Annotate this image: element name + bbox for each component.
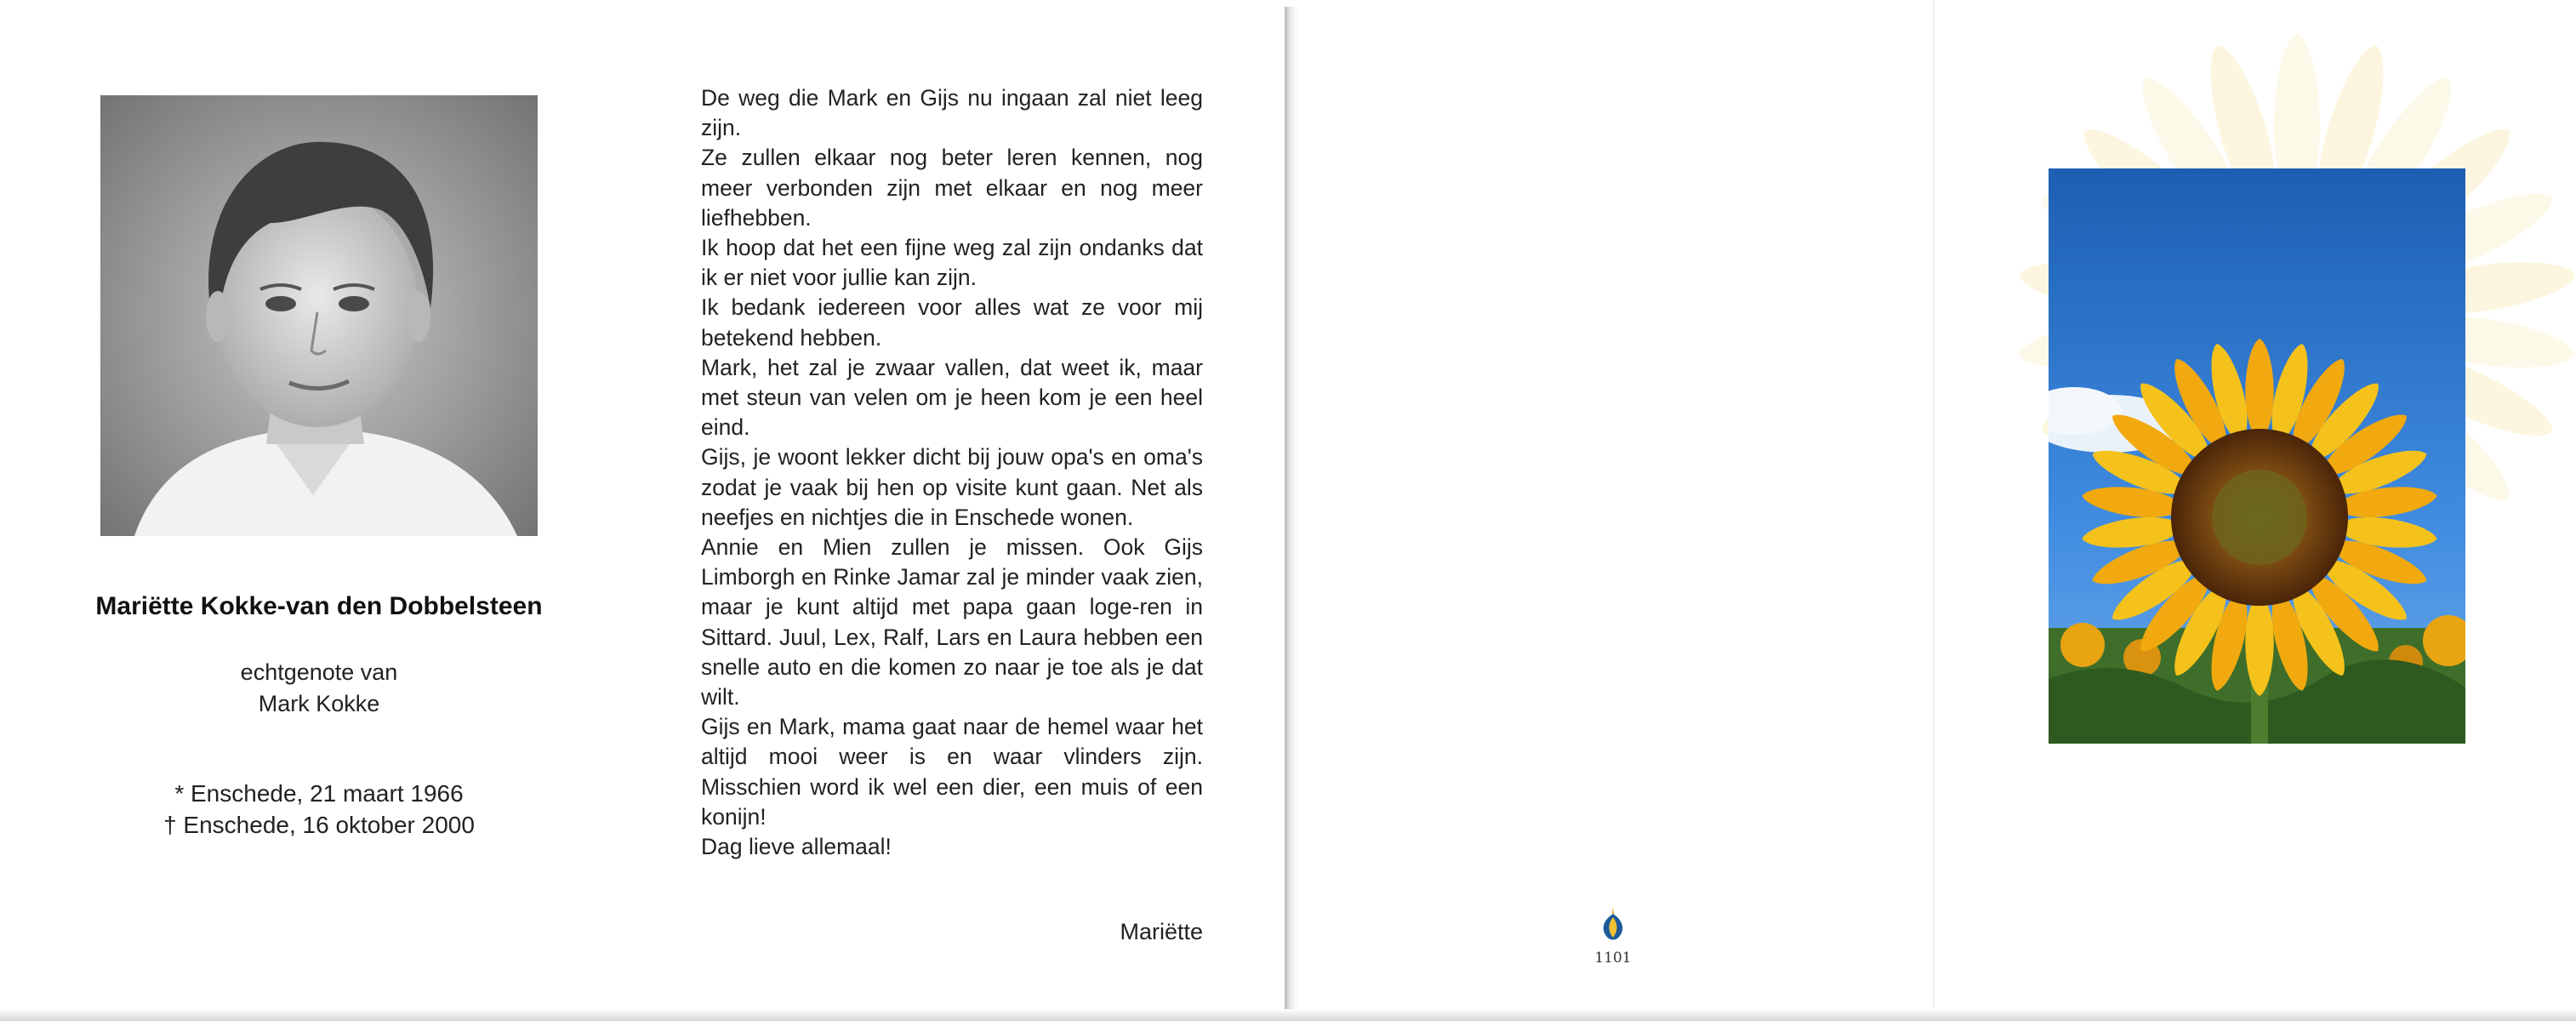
death-date: † Enschede, 16 oktober 2000	[163, 812, 475, 838]
spouse-block	[34, 657, 604, 720]
poem-line: Ik bedank iedereen voor alles wat ze voor mij betekend hebben.	[701, 294, 1203, 351]
life-dates	[34, 778, 604, 841]
page-bottom-shadow	[0, 1009, 2576, 1021]
card-spine-shadow	[1285, 7, 1298, 1014]
poem-line: Ik hoop dat het een fijne weg zal zijn ondanks dat ik er niet voor jullie kan zijn.	[701, 235, 1203, 291]
poem-line: Annie en Mien zullen je missen. Ook Gijs Limborgh en Rinke Jamar zal je minder vaak zien, maar je kunt altijd met papa gaan loge-ren in Sittard. Juul, Lex, Ralf, Lars en Laura hebben een snelle auto en die komen zo naar je toe als je dat wilt.	[701, 534, 1203, 710]
poem-line: Dag lieve allemaal!	[701, 834, 892, 860]
portrait-photo	[100, 95, 538, 536]
card-fold-line	[1933, 0, 1935, 1018]
poem-line: De weg die Mark en Gijs nu ingaan zal niet leeg zijn.	[701, 85, 1203, 141]
left-card-page	[0, 0, 1286, 1018]
sunflower-photo	[2049, 168, 2465, 744]
poem-line: Gijs, je woont lekker dicht bij jouw opa's en oma's zodat je vaak bij hen op visite kunt gaan. Net als neefjes en nichtjes die in Enschede wonen.	[701, 444, 1203, 530]
poem-line: Mark, het zal je zwaar vallen, dat weet ik, maar met steun van velen om je heen kom je een heel eind.	[701, 354, 1203, 441]
spouse-name: Mark Kokke	[258, 691, 380, 716]
deceased-name: Mariëtte Kokke-van den Dobbelsteen	[95, 592, 543, 620]
farewell-text	[701, 83, 1203, 862]
birth-date: * Enschede, 21 maart 1966	[174, 780, 464, 807]
signature: Mariëtte	[1120, 919, 1203, 944]
publisher-flame-icon	[1594, 905, 1632, 944]
poem-line: Ze zullen elkaar nog beter leren kennen, nog meer verbonden zijn met elkaar en nog meer liefhebben.	[701, 145, 1203, 231]
publisher-number: 1101	[1594, 950, 1632, 967]
poem-line: Gijs en Mark, mama gaat naar de hemel waar het altijd mooi weer is en waar vlinders zijn. Misschien word ik wel een dier, een muis of een konijn!	[701, 714, 1203, 830]
spouse-relation: echtgenote van	[240, 659, 398, 685]
